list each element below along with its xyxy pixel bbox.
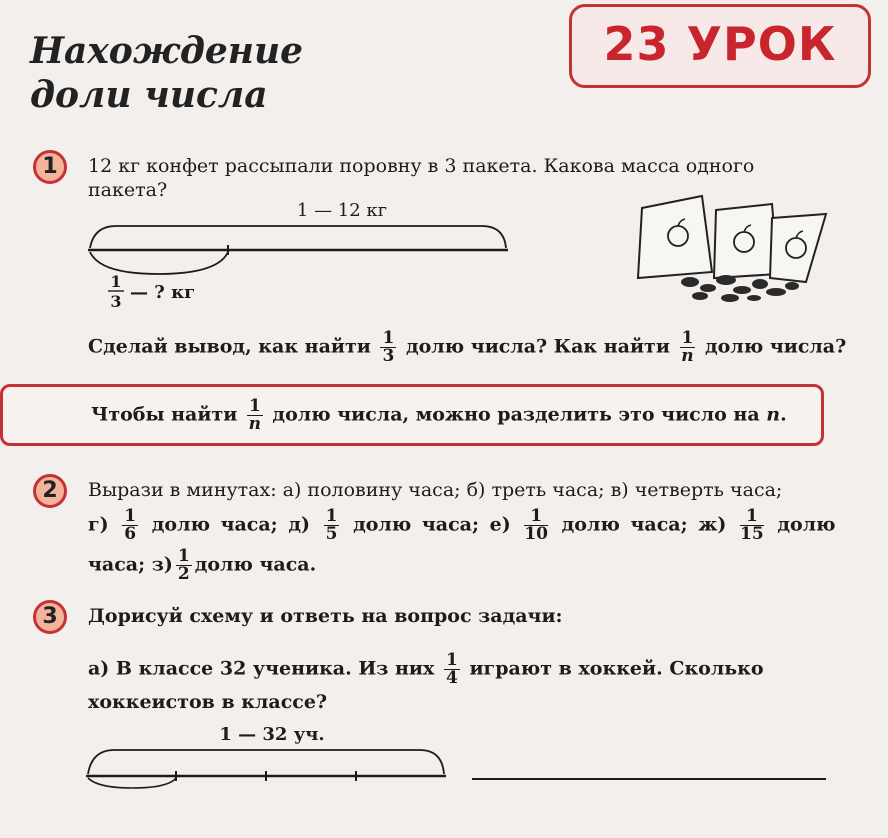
page-title-line1: Нахождение <box>30 30 304 72</box>
task1-scheme <box>80 190 520 315</box>
task1-text: 12 кг конфет рассыпали поровну в 3 пакета. Какова масса одного пакета? <box>88 155 755 201</box>
task2-line1: Вырази в минутах: а) половину часа; б) треть часа; в) четверть часа; <box>88 479 783 501</box>
task3-text: Дорисуй схему и ответь на вопрос задачи: <box>88 605 563 627</box>
scheme1-part-den: 3 <box>110 292 122 311</box>
lesson-badge-text: 23 УРОК <box>603 17 837 71</box>
scheme1-part-arc <box>90 252 228 274</box>
task2-line2: г) $\frac{1}{6}$ долю часа; д) $\frac{1}{5}$ долю часа; е) $\frac{1}{10}$ долю часа; ж) $\frac{1}{15}$ долю <box>88 506 836 544</box>
fraction-one-n: $\frac{1}{n}$ <box>681 328 694 366</box>
scheme3-top-label: 1 — 32 уч. <box>219 724 325 745</box>
candy-bags-illustration <box>630 190 835 305</box>
task-number-3: 3 <box>33 600 67 634</box>
scheme3-top-arc <box>88 750 444 774</box>
fraction-one-third: $\frac{1}{3}$ <box>382 328 395 366</box>
scheme3-part-arc <box>88 778 176 788</box>
scheme1-top-arc <box>90 226 506 248</box>
scheme1-part-num: 1 <box>110 272 122 291</box>
conclusion-text-a: Сделай вывод, как найти <box>88 335 371 358</box>
task2-line3: часа; з) $\frac{1}{2}$ долю часа. <box>88 546 317 584</box>
scheme1-top-label: 1 — 12 кг <box>296 200 388 221</box>
lesson-badge <box>569 4 871 88</box>
task3-scheme <box>80 720 460 790</box>
conclusion-text-c: долю числа? <box>705 335 847 358</box>
task3a-line2: хоккеистов в классе? <box>88 691 328 713</box>
rule-text: Чтобы найти $\frac{1}{n}$ долю числа, можно разделить это число на n. <box>91 396 787 434</box>
fraction-one-fourth: $\frac{1}{4}$ <box>445 650 458 688</box>
rule-box <box>0 384 824 446</box>
task-number-1: 1 <box>33 150 67 184</box>
rule-fraction: $\frac{1}{n}$ <box>248 396 262 434</box>
task-number-2: 2 <box>33 474 67 508</box>
task3a-line1: а) В классе 32 ученика. Из них $\frac{1}{4}$ играют в хоккей. Сколько <box>88 650 764 688</box>
page-title-line2: доли числа <box>30 74 268 116</box>
scheme1-part-rest: — ? кг <box>130 282 196 303</box>
task1-conclusion <box>88 330 848 365</box>
conclusion-text-b: долю числа? Как найти <box>405 335 670 358</box>
answer-line[interactable] <box>472 778 826 780</box>
